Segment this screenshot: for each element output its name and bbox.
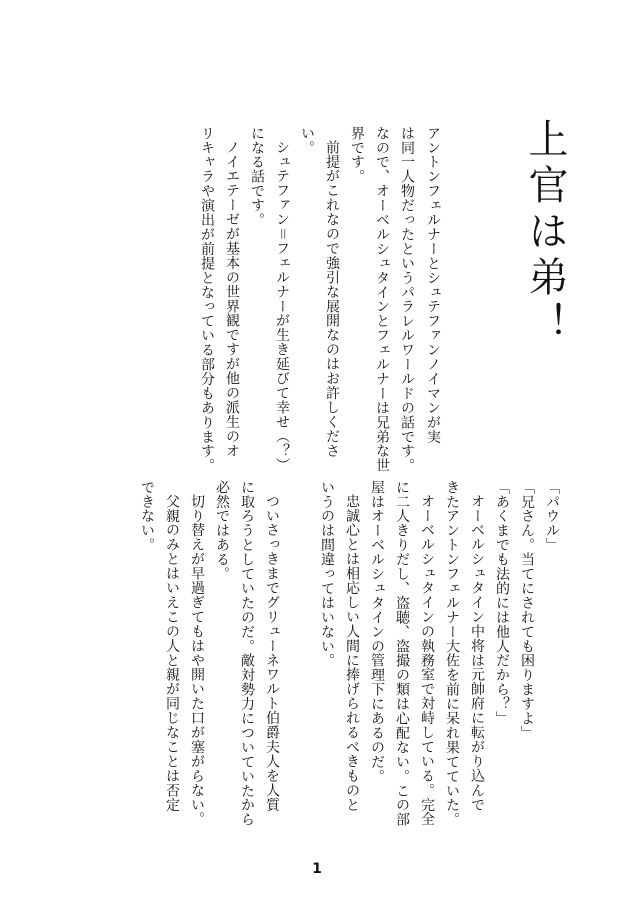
chapter-title: 上官は弟！ [522,118,568,348]
story-line: 「兄さん。当てにされても困りますよ」 [519,480,535,741]
story-line: 忠誠心とは相応しい人間に捧げられるべきものと [344,494,360,812]
intro-line: 界です。 [349,126,365,184]
story-line: 必然ではある。 [214,480,230,582]
intro-line: リキャラや演出が前提となっている部分もあります。 [199,126,215,473]
story-line: に取ろうとしていたのだ。敵対勢力についていたから [239,480,255,827]
intro-line: い。 [299,126,315,155]
intro-line: なので、オーベルシュタインとフェルナーは兄弟な世 [374,126,390,473]
intro-line: アントンフェルナーとシュテファンノイマンが実 [425,126,441,444]
intro-line: 前提がこれなので強引な展開なのはお許しくださ [324,140,340,458]
story-line: オーベルシュタインの執務室で対峙している。完全 [419,494,435,827]
story-line: 切り替えが早過ぎてもはや開いた口が塞がらない。 [189,494,205,827]
story-line: に二人きりだし、盗聴、盗撮の類は心配ない。この部 [394,480,410,827]
story-line: きたアントンフェルナー大佐を前に呆れ果てていた。 [444,480,460,827]
story-line: 父親のみとはいえこの人と親が同じなことは否定 [164,494,180,812]
story-line: 「あくまでも法的には他人だから？」 [494,480,510,726]
story-line: オーベルシュタイン中将は元帥府に転がり込んで [469,494,485,812]
story-line: いうのは間違ってはいない。 [319,480,335,668]
story-line: 屋はオーベルシュタインの管理下にあるのだ。 [369,480,385,784]
story-line: できない。 [139,480,155,553]
story-line: 「パウル」 [544,480,560,553]
intro-line: シュテファン＝フェルナーが生き延びて幸せ（？） [274,140,290,473]
intro-line: は同一人物だったというパラレルワールドの話です。 [399,126,415,473]
intro-line: になる話です。 [249,126,265,228]
intro-line: ノイエテーゼが基本の世界観ですが他の派生のオ [224,140,240,458]
page-number: 1 [312,861,322,877]
story-line: ついさっきまでグリューネワルト伯爵夫人を人質 [264,494,280,812]
